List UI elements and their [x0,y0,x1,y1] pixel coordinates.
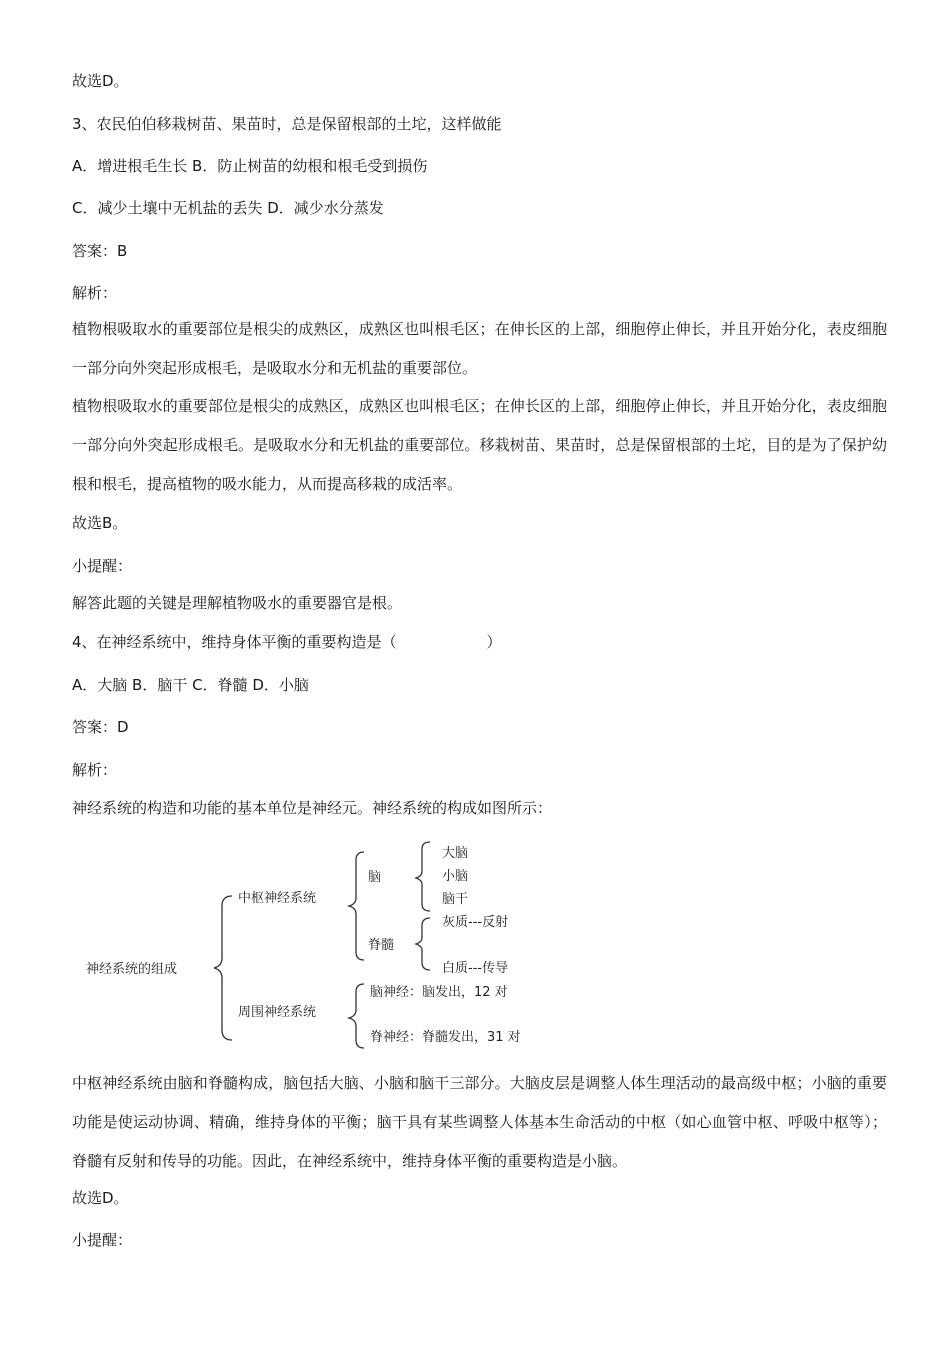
q3-tip-label: 小提醒： [72,557,133,575]
diagram-root: 神经系统的组成 [86,962,178,977]
diagram-cranial-nerves: 脑神经：脑发出，12 对 [370,985,508,1000]
q3-answer: 答案：B [72,242,128,260]
diagram-spinal-cord: 脊髓 [368,938,395,953]
q3-question: 3、农民伯伯移栽树苗、果苗时，总是保留根部的土坨，这样做能 [72,115,502,133]
root-brace [214,896,232,1040]
q4-answer: 答案：D [72,718,129,736]
diagram-white-matter: 白质---传导 [442,961,509,976]
diagram-peripheral: 周围神经系统 [238,1005,317,1020]
q4-question: 4、在神经系统中，维持身体平衡的重要构造是（ ） [72,633,502,651]
diagram-grey-matter: 灰质---反射 [442,915,509,930]
q3-analysis-paragraph-2: 植物根吸取水的重要部位是根尖的成熟区，成熟区也叫根毛区；在伸长区的上部，细胞停止伸长，并且开始分化，表皮细胞一部分向外突起形成根毛。是吸取水分和无机盐的重要部位。移栽树苗、果苗时，总是保留根部的土坨，目的是为了保护幼根和根毛，提高植物的吸水能力，从而提高移栽的成活率。 [72,397,887,493]
q3-tip: 解答此题的关键是理解植物吸水的重要器官是根。 [72,594,403,612]
q3-choose: 故选B。 [72,514,128,532]
q4-analysis-intro: 神经系统的构造和功能的基本单位是神经元。神经系统的构成如图所示： [72,799,553,817]
q3-options-ab: A．增进根毛生长 B．防止树苗的幼根和根毛受到损伤 [72,157,428,175]
q2-choose: 故选D。 [72,72,129,90]
peripheral-brace [349,984,364,1048]
q3-analysis-label: 解析： [72,284,118,302]
central-brace [349,852,364,960]
diagram-central: 中枢神经系统 [238,891,317,906]
diagram-spinal-nerves: 脊神经：脊髓发出，31 对 [370,1030,521,1045]
diagram-brain: 脑 [368,870,382,885]
q4-choose: 故选D。 [72,1189,129,1207]
q4-tip-label: 小提醒： [72,1231,133,1249]
brain-brace [416,842,430,911]
diagram-cerebrum: 大脑 [442,846,469,861]
q3-analysis-paragraph-1: 植物根吸取水的重要部位是根尖的成熟区，成熟区也叫根毛区；在伸长区的上部，细胞停止伸长，并且开始分化，表皮细胞一部分向外突起形成根毛，是吸取水分和无机盐的重要部位。 [72,320,887,377]
q4-options: A．大脑 B．脑干 C．脊髓 D．小脑 [72,676,309,694]
q4-analysis-body: 中枢神经系统由脑和脊髓构成，脑包括大脑、小脑和脑干三部分。大脑皮层是调整人体生理活动的最高级中枢；小脑的重要功能是使运动协调、精确，维持身体的平衡；脑干具有某些调整人体基本生命活动的中枢（如心血管中枢、呼吸中枢等）；脊髓有反射和传导的功能。因此，在神经系统中，维持身体平衡的重要构造是小脑。 [72,1074,887,1170]
diagram-cerebellum: 小脑 [442,869,469,884]
spinal-brace [416,918,430,970]
diagram-brainstem: 脑干 [442,892,469,907]
nervous-system-diagram [86,834,556,1052]
q3-options-cd: C．减少土壤中无机盐的丢失 D．减少水分蒸发 [72,199,384,217]
q4-analysis-label: 解析： [72,761,118,779]
